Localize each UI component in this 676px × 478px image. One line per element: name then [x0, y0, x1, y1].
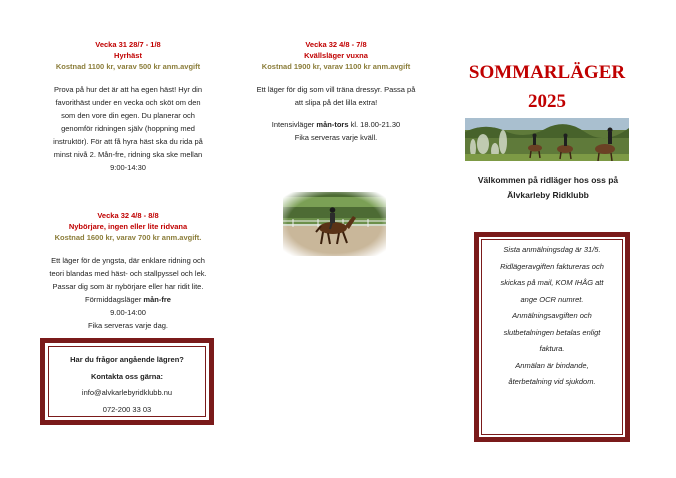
camp1-cost: Kostnad 1100 kr, varav 500 kr anm.avgift: [55, 62, 201, 71]
camp3-days: mån-tors: [316, 120, 349, 129]
camp3-description: [242, 83, 430, 109]
camp3-week: Vecka 32 4/8 - 7/8: [305, 40, 367, 49]
trail-ride-photo-image: [465, 118, 629, 161]
camp1-description: [30, 83, 226, 174]
camp2-cost: Kostnad 1600 kr, varav 700 kr anm.avgift.: [54, 233, 202, 242]
camp3-name: Kvällsläger vuxna: [304, 51, 368, 60]
text-line: att slipa på det lilla extra!: [294, 98, 378, 107]
schedule-line: [30, 293, 226, 306]
text-line: Prova på hur det är att ha egen häst! Hyr din: [53, 85, 202, 94]
text-line: Ett läger för de yngsta, där enklare ridning och: [51, 256, 205, 265]
info-line: Ridlägeravgiften faktureras och: [500, 261, 604, 271]
info-line: Anmälan är bindande,: [515, 360, 589, 370]
dressage-photo: [283, 192, 386, 256]
camp2-time: 9.00-14:00: [110, 308, 146, 317]
contact-us: Kontakta oss gärna:: [90, 371, 164, 381]
page-title: [450, 58, 644, 116]
info-line: återbetalning vid sjukdom.: [508, 377, 596, 386]
camp2-days: mån-fre: [143, 295, 171, 304]
welcome-line2: Älvkarleby Ridklubb: [507, 190, 589, 200]
camp2-name: Nybörjare, ingen eller lite ridvana: [68, 222, 188, 231]
title-line2: 2025: [528, 91, 566, 112]
camp-nyborjare: [30, 210, 226, 332]
camp-hyrhast: [30, 39, 226, 174]
info-line: faktura.: [539, 344, 565, 353]
schedule-line: [242, 118, 430, 131]
text-line: genomför ridningen själv (hoppning med: [61, 124, 195, 133]
info-line: Anmälningsavgiften och: [512, 311, 592, 320]
info-box: [474, 232, 630, 442]
text-line: instruktör). För att få hyra häst ska du rida på: [53, 137, 203, 146]
trail-ride-photo: [465, 118, 629, 161]
camp-kvallslager: [242, 39, 430, 144]
contact-email[interactable]: info@alvkarlebyridklubb.nu: [81, 388, 173, 397]
welcome-text: [464, 173, 632, 203]
camp3-time: kl. 18.00-21.30: [350, 120, 401, 129]
camp1-week: Vecka 31 28/7 - 1/8: [95, 40, 161, 49]
info-text: [479, 237, 625, 391]
dressage-photo-image: [283, 192, 386, 256]
text-line: Passar dig som är nybörjare eller har ridit lite.: [52, 282, 204, 291]
text-line: favorithäst under en vecka och sköt om den: [55, 98, 201, 107]
text-line: teori blandas med häst- och stallpyssel och lek.: [49, 269, 207, 278]
info-line: ange OCR numret.: [520, 294, 584, 304]
camp3-schedule: [242, 118, 430, 144]
camp3-cost: Kostnad 1900 kr, varav 1100 kr anm.avgift: [261, 62, 411, 71]
camp1-name: Hyrhäst: [114, 51, 142, 60]
text-line: minst nivå 2. Mån-fre, ridning ska ske mellan: [53, 150, 203, 159]
contact-question: Har du frågor angående lägren?: [70, 355, 184, 364]
welcome-line1: Välkommen på ridläger hos oss på: [477, 175, 619, 185]
contact-phone[interactable]: 072-200 33 03: [102, 404, 152, 414]
camp3-fika: Fika serveras varje kväll.: [294, 133, 378, 142]
text-line: 9:00-14:30: [110, 163, 146, 172]
camp2-description: [30, 254, 226, 332]
info-line: skickas på mail, KOM IHÅG att: [500, 278, 604, 287]
title-line1: SOMMARLÄGER: [468, 62, 626, 83]
info-line: slutbetalningen betalas enligt: [503, 327, 601, 337]
text-line: som den vore din egen. Du planerar och: [61, 111, 195, 120]
info-line: Sista anmälningsdag är 31/5.: [503, 245, 601, 254]
text-span: Intensivläger: [271, 120, 315, 129]
contact-box: [40, 338, 214, 425]
camp2-week: Vecka 32 4/8 - 8/8: [97, 211, 159, 220]
text-line: Ett läger för dig som vill träna dressyr. Passa på: [256, 85, 416, 94]
camp2-fika: Fika serveras varje dag.: [87, 321, 169, 330]
text-span: Förmiddagsläger: [85, 295, 142, 304]
